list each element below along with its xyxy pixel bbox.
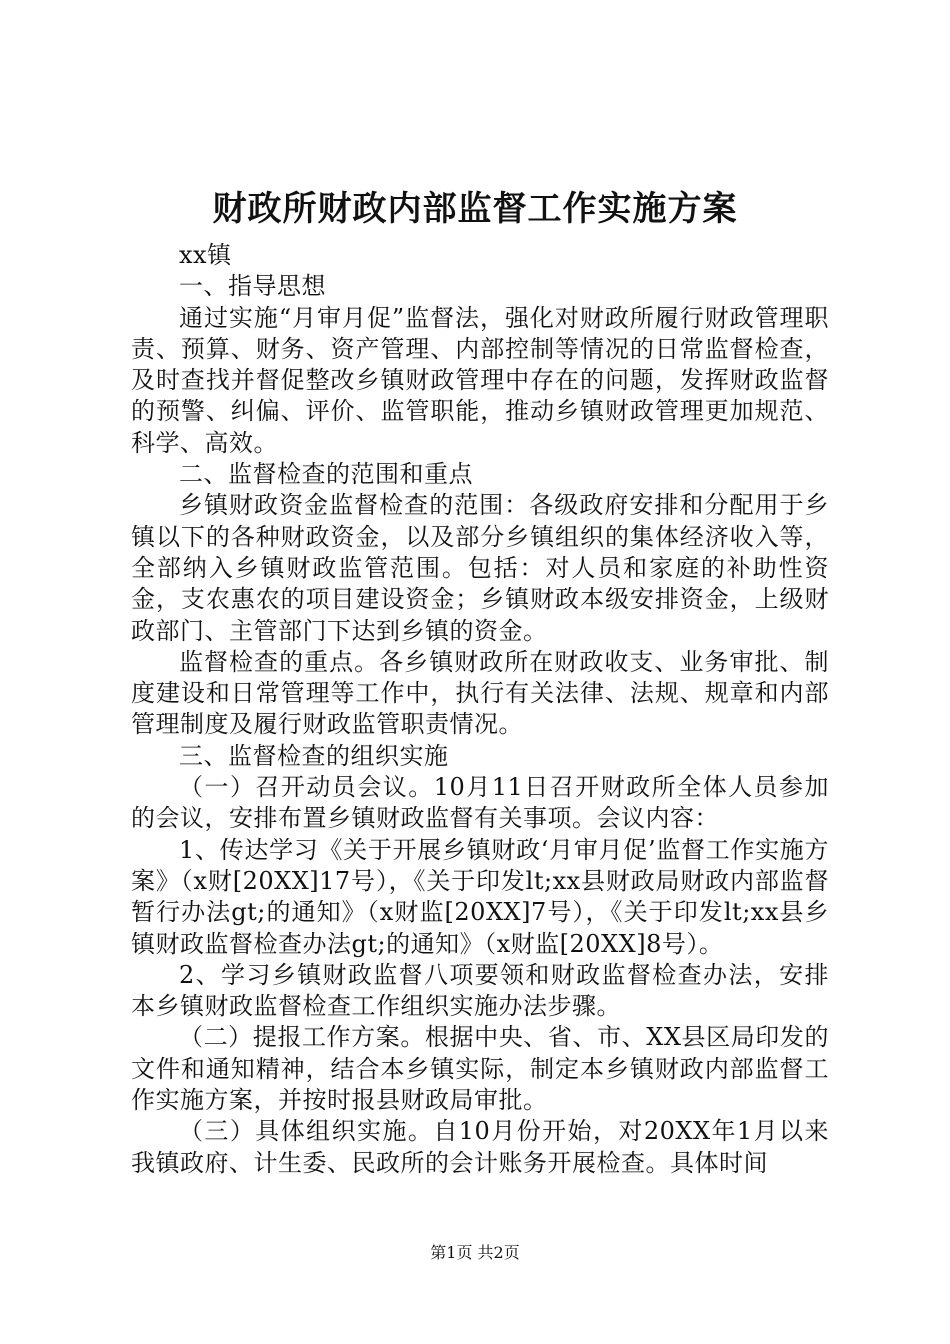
- document-body: [131, 240, 829, 1179]
- page-footer: 第1页 共2页: [430, 1243, 520, 1262]
- paragraph-implementation: （三）具体组织实施。自10月份开始，对20XX年1月以来我镇政府、计生委、民政所的会计账务开展检查。具体时间: [131, 1117, 829, 1177]
- paragraph-mobilization-meeting: （一）召开动员会议。10月11日召开财政所全体人员参加的会议，安排布置乡镇财政监督有关事项。会议内容：: [131, 773, 829, 833]
- document-title: 财政所财政内部监督工作实施方案: [212, 189, 738, 229]
- paragraph-item-1: 1、传达学习《关于开展乡镇财政‘月审月促’监督工作实施方案》（x财[20XX]17号），《关于印发lt;xx县财政局财政内部监督暂行办法gt;的通知》（x财监[20XX]7号），《关于印发lt;xx县乡镇财政监督检查办法gt;的通知》（x财监[20XX]8号）。: [131, 835, 829, 958]
- paragraph-focus: 监督检查的重点。各乡镇财政所在财政收支、业务审批、制度建设和日常管理等工作中，执行有关法律、法规、规章和内部管理制度及履行财政监管职责情况。: [131, 647, 829, 739]
- paragraph-town: xx镇: [179, 241, 232, 269]
- paragraph-work-plan: （二）提报工作方案。根据中央、省、市、XX县区局印发的文件和通知精神，结合本乡镇实际，制定本乡镇财政内部监督工作实施方案，并按时报县财政局审批。: [131, 1023, 829, 1115]
- heading-organization: 三、监督检查的组织实施: [179, 741, 449, 770]
- heading-guiding-ideology: 一、指导思想: [179, 272, 326, 301]
- paragraph-scope: 乡镇财政资金监督检查的范围：各级政府安排和分配用于乡镇以下的各种财政资金，以及部分乡镇组织的集体经济收入等，全部纳入乡镇财政监管范围。包括：对人员和家庭的补助性资金，支农惠农的项目建设资金；乡镇财政本级安排资金，上级财政部门、主管部门下达到乡镇的资金。: [131, 491, 829, 645]
- paragraph-item-2: 2、学习乡镇财政监督八项要领和财政监督检查办法，安排本乡镇财政监督检查工作组织实施办法步骤。: [131, 960, 829, 1021]
- heading-scope-and-focus: 二、监督检查的范围和重点: [179, 460, 473, 489]
- paragraph-guiding-ideology: 通过实施“月审月促”监督法，强化对财政所履行财政管理职责、预算、财务、资产管理、内部控制等情况的日常监督检查，及时查找并督促整改乡镇财政管理中存在的问题，发挥财政监督的预警、纠偏、评价、监管职能，推动乡镇财政管理更加规范、科学、高效。: [131, 303, 829, 457]
